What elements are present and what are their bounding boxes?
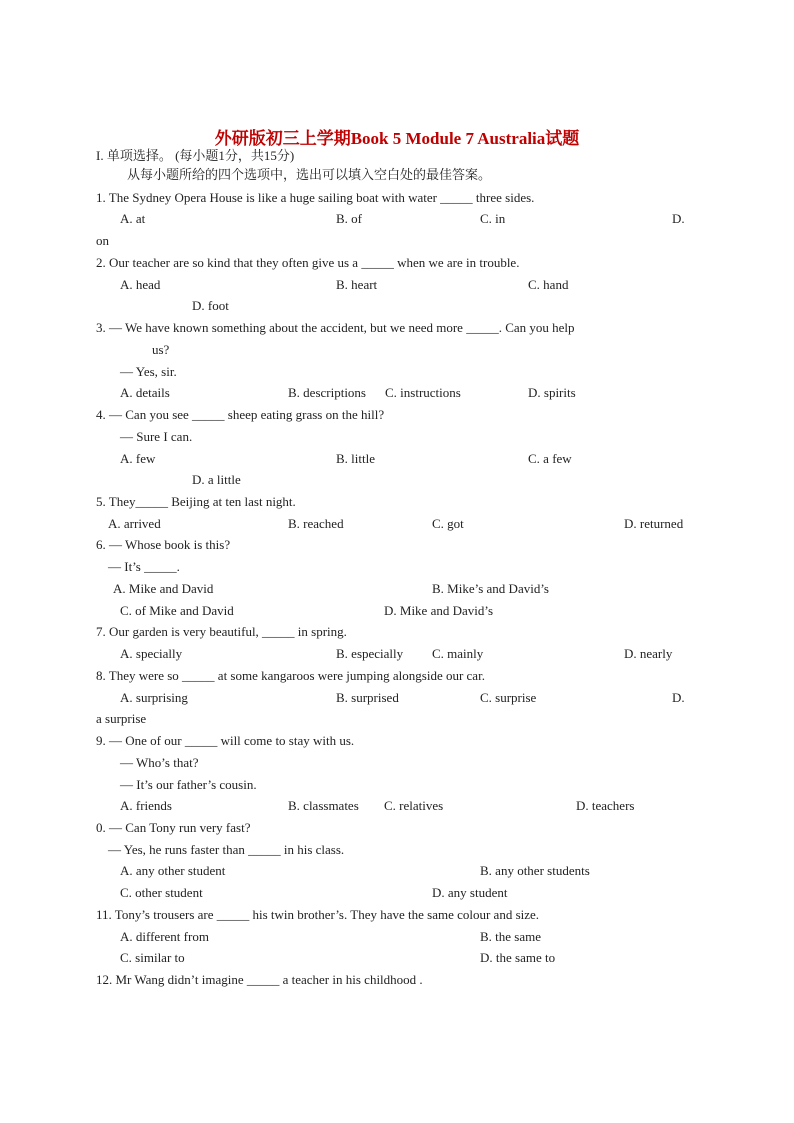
option-c: C. relatives (384, 798, 444, 813)
section-instruction: 从每小题所给的四个选项中，选出可以填入空白处的最佳答案。 (127, 167, 492, 182)
dialogue-reply: — Yes, he runs faster than _____ in his class. (108, 842, 345, 857)
option-b: B. Mike’s and David’s (432, 581, 549, 596)
option-b: B. classmates (288, 798, 359, 813)
option-b: B. little (336, 451, 375, 466)
dialogue-reply: — Yes, sir. (120, 364, 177, 379)
question-stem: 1. The Sydney Opera House is like a huge sailing boat with water _____ three sides. (96, 190, 535, 205)
option-c: C. hand (528, 277, 569, 292)
option-a: A. details (120, 385, 170, 400)
option-b: B. reached (288, 516, 344, 531)
option-d: D. teachers (576, 798, 635, 813)
option-b: B. surprised (336, 690, 399, 705)
option-c: C. similar to (120, 950, 185, 965)
option-a: A. head (120, 277, 161, 292)
section-heading: I. 单项选择。 (每小题1分，共15分) (96, 148, 295, 163)
question-stem: 2. Our teacher are so kind that they often give us a _____ when we are in trouble. (96, 255, 520, 270)
option-a: A. surprising (120, 690, 188, 705)
option-d-continued: a surprise (96, 711, 147, 726)
option-c: C. other student (120, 885, 203, 900)
option-c: C. in (480, 211, 506, 226)
option-a: A. Mike and David (113, 581, 214, 596)
dialogue-reply: — It’s _____. (108, 559, 180, 574)
option-b: B. any other students (480, 863, 590, 878)
option-c: C. a few (528, 451, 572, 466)
option-d: D. spirits (528, 385, 576, 400)
question-stem: 5. They_____ Beijing at ten last night. (96, 494, 296, 509)
option-d: D. Mike and David’s (384, 603, 494, 618)
question-stem: 7. Our garden is very beautiful, _____ in spring. (96, 624, 347, 639)
option-b: B. descriptions (288, 385, 366, 400)
option-d: D. nearly (624, 646, 673, 661)
option-a: A. few (120, 451, 156, 466)
option-a: A. at (120, 211, 146, 226)
option-d: D. returned (624, 516, 684, 531)
option-c: C. surprise (480, 690, 537, 705)
option-a: A. any other student (120, 863, 226, 878)
option-d: D. a little (192, 472, 241, 487)
option-c: C. got (432, 516, 464, 531)
option-d-continued: on (96, 233, 109, 248)
option-b: B. the same (480, 929, 542, 944)
option-c: C. instructions (385, 385, 461, 400)
option-d: D. the same to (480, 950, 556, 965)
option-b: B. especially (336, 646, 404, 661)
option-d: D. (672, 690, 685, 705)
option-a: A. arrived (108, 516, 161, 531)
option-d: D. (672, 211, 685, 226)
option-c: C. mainly (432, 646, 484, 661)
dialogue-reply: — It’s our father’s cousin. (120, 777, 257, 792)
question-stem: 0. — Can Tony run very fast? (96, 820, 251, 835)
question-stem: 12. Mr Wang didn’t imagine _____ a teacher in his childhood . (96, 972, 423, 987)
option-a: A. friends (120, 798, 172, 813)
option-c: C. of Mike and David (120, 603, 234, 618)
dialogue-reply: — Who’s that? (120, 755, 199, 770)
question-stem: 6. — Whose book is this? (96, 537, 231, 552)
document-title: 外研版初三上学期Book 5 Module 7 Australia试题 (214, 129, 580, 148)
option-b: B. of (336, 211, 362, 226)
question-stem: 4. — Can you see _____ sheep eating grass on the hill? (96, 407, 385, 422)
option-a: A. specially (120, 646, 183, 661)
option-a: A. different from (120, 929, 209, 944)
question-stem: 3. — We have known something about the accident, but we need more _____. Can you help (96, 320, 575, 335)
question-stem-continued: us? (152, 342, 170, 357)
dialogue-reply: — Sure I can. (120, 429, 193, 444)
option-d: D. foot (192, 298, 229, 313)
question-stem: 11. Tony’s trousers are _____ his twin brother’s. They have the same colour and size. (96, 907, 540, 922)
option-d: D. any student (432, 885, 508, 900)
question-stem: 8. They were so _____ at some kangaroos were jumping alongside our car. (96, 668, 485, 683)
option-b: B. heart (336, 277, 378, 292)
question-stem: 9. — One of our _____ will come to stay with us. (96, 733, 355, 748)
